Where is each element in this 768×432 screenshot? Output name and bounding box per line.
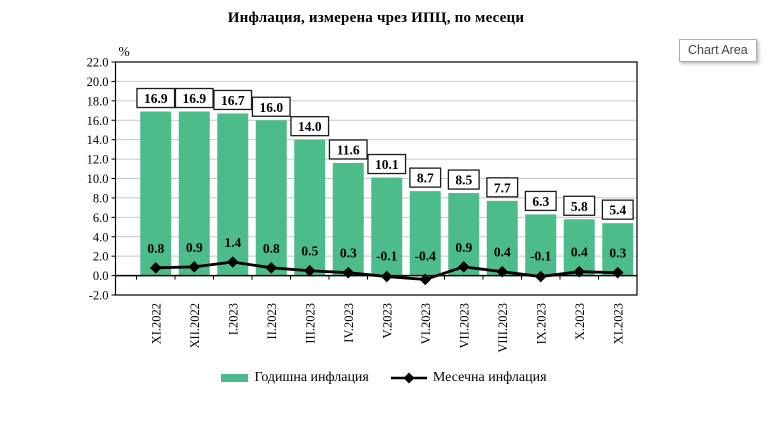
y-tick-label: 20.0 <box>86 74 109 89</box>
annual-data-label: 10.1 <box>374 157 399 173</box>
y-tick-label: 8.0 <box>92 191 109 206</box>
x-category-label: VIII.2023 <box>495 303 510 353</box>
x-category-label: XI.2022 <box>149 303 164 345</box>
legend-item-monthly[interactable] <box>391 370 547 386</box>
monthly-data-label: 0.4 <box>493 244 511 260</box>
y-tick-label: 10.0 <box>86 172 109 186</box>
annual-data-label: 7.7 <box>493 180 511 196</box>
bar[interactable] <box>525 214 556 275</box>
x-category-label: IV.2023 <box>341 303 356 343</box>
annual-data-label: 5.4 <box>609 202 627 218</box>
y-tick-label: 14.0 <box>86 133 109 148</box>
annual-data-label: 6.3 <box>532 193 550 209</box>
legend-bar-swatch-icon <box>221 374 248 382</box>
annual-data-label: 8.7 <box>416 170 434 186</box>
monthly-data-label: -0.1 <box>376 248 398 264</box>
chart-legend <box>0 366 768 390</box>
monthly-data-label: 0.9 <box>185 239 203 255</box>
x-category-label: X.2023 <box>572 303 587 341</box>
x-category-label: VII.2023 <box>457 303 472 349</box>
monthly-data-label: 0.3 <box>609 245 627 261</box>
chart-area-tooltip: Chart Area <box>679 39 757 62</box>
monthly-data-label: 1.4 <box>224 234 242 250</box>
annual-data-label: 16.9 <box>143 91 168 107</box>
monthly-data-label: 0.9 <box>455 239 473 255</box>
x-category-label: I.2023 <box>226 303 241 336</box>
legend-label-monthly: Месечна инфлация <box>432 370 547 385</box>
monthly-data-label: -0.1 <box>530 248 552 264</box>
x-category-label: XI.2023 <box>611 303 626 345</box>
annual-data-label: 16.0 <box>259 99 284 115</box>
legend-line-marker-icon <box>391 372 427 384</box>
legend-item-annual[interactable] <box>221 370 368 386</box>
x-category-label: II.2023 <box>264 303 279 340</box>
y-tick-label: 4.0 <box>92 230 109 245</box>
monthly-data-label: 0.8 <box>147 240 165 256</box>
y-tick-label: 0.0 <box>92 269 109 284</box>
y-axis-unit-label: % <box>118 44 130 59</box>
y-tick-label: 18.0 <box>86 94 109 109</box>
bar[interactable] <box>487 201 518 276</box>
monthly-data-label: 0.3 <box>339 245 357 261</box>
x-category-label: VI.2023 <box>418 303 433 345</box>
y-tick-label: 16.0 <box>86 113 109 128</box>
x-category-label: XII.2022 <box>187 303 202 349</box>
chart-title: Инфлация, измерена чрез ИПЦ, по месеци <box>227 10 525 26</box>
monthly-data-label: 0.8 <box>262 240 280 256</box>
y-tick-label: 6.0 <box>92 210 109 225</box>
annual-data-label: 11.6 <box>336 142 360 158</box>
y-tick-label: 22.0 <box>86 55 109 70</box>
annual-data-label: 5.8 <box>570 198 588 214</box>
y-tick-label: 2.0 <box>92 249 109 264</box>
x-category-label: III.2023 <box>303 303 318 344</box>
x-category-label: V.2023 <box>380 303 395 339</box>
annual-data-label: 16.7 <box>220 92 245 108</box>
annual-data-label: 14.0 <box>297 119 322 135</box>
legend-label-annual: Годишна инфлация <box>254 370 369 385</box>
monthly-data-label: 0.5 <box>301 243 319 259</box>
monthly-data-label: 0.4 <box>570 244 588 260</box>
annual-data-label: 16.9 <box>182 91 207 107</box>
annual-data-label: 8.5 <box>455 172 473 188</box>
monthly-data-label: -0.4 <box>414 248 436 264</box>
y-tick-label: 12.0 <box>86 152 109 167</box>
bar[interactable] <box>217 113 248 275</box>
y-tick-label: -2.0 <box>88 288 109 303</box>
x-category-label: IX.2023 <box>534 303 549 345</box>
